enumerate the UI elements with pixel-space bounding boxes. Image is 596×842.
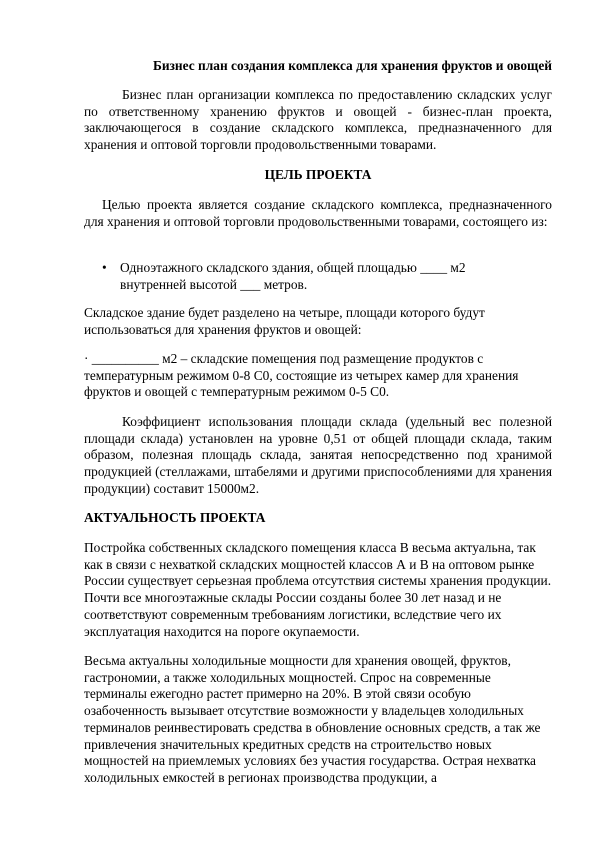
bullet-item-building: Одноэтажного складского здания, общей площадью ____ м2 внутренней высотой ___ метров. bbox=[120, 260, 466, 292]
relevance-heading: АКТУАЛЬНОСТЬ ПРОЕКТА bbox=[84, 510, 266, 525]
goal-paragraph: Целью проекта является создание складского комплекса, предназначенного для хранения и оптовой торговли продовольственными товарами, состоящего из: bbox=[84, 197, 552, 229]
relevance-paragraph-1: Постройка собственных складского помещения класса В весьма актуальна, так как в связи с нехваткой складских мощностей классов А и В на оптовом рынке России существует серьезная проблема отсутствия системы хранения продукции. Почти все многоэтажные склады России созданы более 30 лет назад и не соответствуют современным требованиям логистики, вследствие чего их эксплуатация находится на пороге окупаемости. bbox=[84, 540, 552, 639]
division-paragraph: Складское здание будет разделено на четыре, площади которого будут использоваться для хранения фруктов и овощей: bbox=[84, 305, 485, 337]
goal-heading: ЦЕЛЬ ПРОЕКТА bbox=[264, 167, 372, 182]
relevance-paragraph-2: Весьма актуальны холодильные мощности для хранения овощей, фруктов, гастрономии, а также холодильных мощностей. Спрос на современные терминалы ежегодно растет примерно на 20%. В этой связи особую озабоченность вызывает отсутствие возможности у владельцев холодильных терминалов реинвестировать средства в обновление основных средств, а так же привлечения значительных кредитных средств на строительство новых мощностей на приемлемых условиях без участия государства. Острая нехватка холодильных емкостей в регионах производства продукции, а bbox=[84, 653, 541, 785]
document-title: Бизнес план создания комплекса для хранения фруктов и овощей bbox=[152, 58, 552, 73]
bullet-marker: • bbox=[102, 260, 107, 275]
coefficient-paragraph: Коэффициент использования площади склада (удельный вес полезной площади склада) установлен на уровне 0,51 от общей площади склада, таким образом, полезная площадь склада, занятая непосредственно под хранимой продукцией (стеллажами, штабелями и другими приспособлениями для хранения продукции) составит 15000м2. bbox=[84, 414, 552, 496]
rooms-paragraph: · __________ м2 – складские помещения под размещение продуктов с температурным режимом 0-8 С0, состоящие из четырех камер для хранения фруктов и овощей с температурным режимом 0-5 С0. bbox=[84, 351, 519, 400]
intro-paragraph: Бизнес план организации комплекса по предоставлению складских услуг по ответственному хранению фруктов и овощей - бизнес-план проекта, заключающегося в создание складского комплекса, предназначенного для хранения и оптовой торговли продовольственными товарами. bbox=[84, 87, 552, 153]
